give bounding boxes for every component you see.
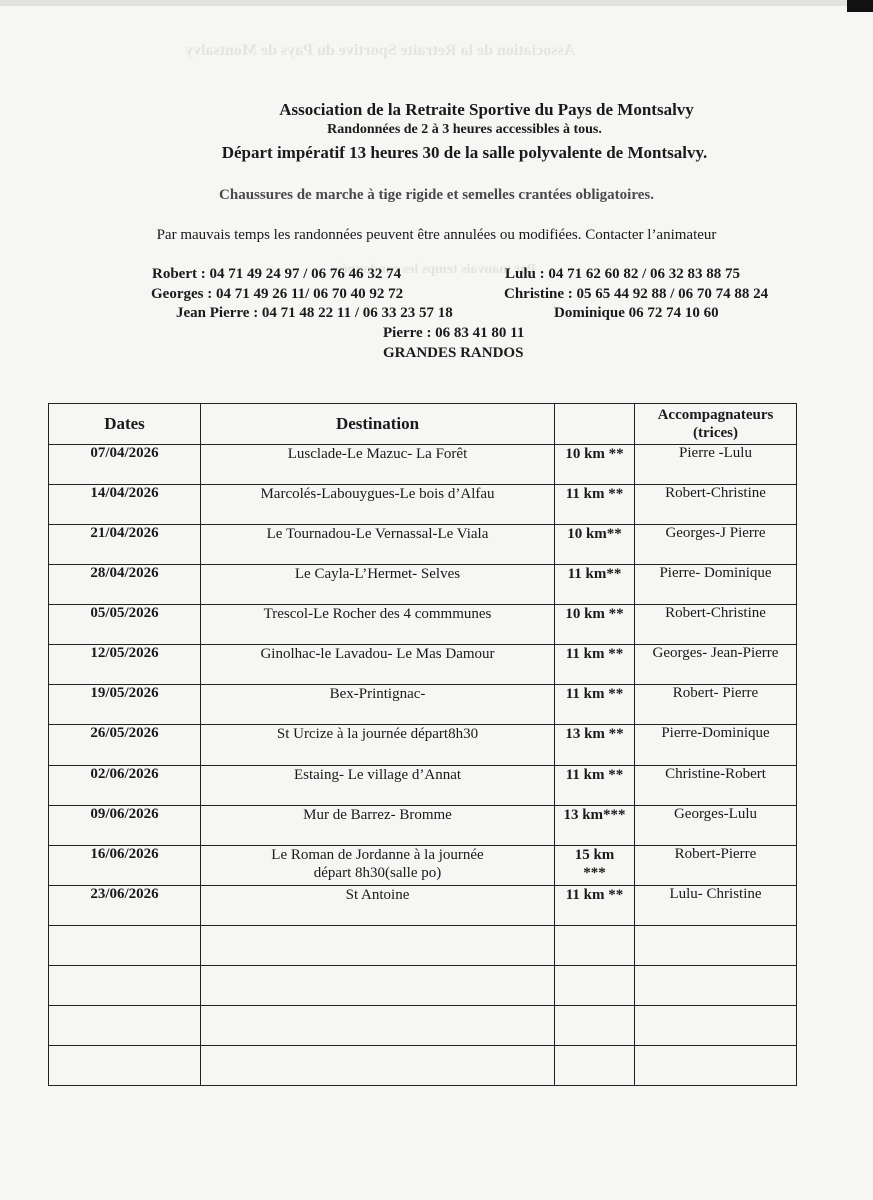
- row-destination: [201, 485, 555, 525]
- row-distance: [555, 645, 635, 685]
- row-distance: [555, 845, 635, 885]
- row-distance-line1: 11 km**: [567, 566, 622, 583]
- row-distance-line1: 11 km **: [565, 766, 624, 783]
- association-title: Association de la Retraite Sportive du Pays de Montsalvy: [279, 100, 694, 119]
- row-distance-line1: 11 km **: [565, 646, 624, 663]
- row-distance: [555, 965, 635, 1005]
- row-distance: [555, 885, 635, 925]
- row-date: 26/05/2026: [49, 725, 201, 765]
- table-row: [49, 965, 797, 1005]
- row-date: 28/04/2026: [49, 565, 201, 605]
- row-destination: [201, 1045, 555, 1085]
- header-guides-line2: (trices): [693, 425, 738, 441]
- table-row: [49, 485, 797, 525]
- row-distance-line2: ***: [583, 864, 606, 881]
- row-destination: [201, 725, 555, 765]
- row-destination-line1: Bex-Printignac-: [329, 686, 426, 703]
- header-guides: [635, 404, 797, 445]
- contact-dominique: Dominique 06 72 74 10 60: [554, 305, 719, 321]
- row-guides: Robert-Christine: [635, 605, 797, 645]
- table-row: [49, 805, 797, 845]
- row-date: 14/04/2026: [49, 485, 201, 525]
- table-row: [49, 725, 797, 765]
- table-row: [49, 845, 797, 885]
- row-destination: [201, 1005, 555, 1045]
- table-row: [49, 565, 797, 605]
- row-destination-line1: Mur de Barrez- Bromme: [303, 806, 452, 823]
- row-guides: Georges-J Pierre: [635, 525, 797, 565]
- header-guides-line1: Accompagnateurs: [657, 407, 774, 423]
- row-destination: [201, 965, 555, 1005]
- table-row: [49, 885, 797, 925]
- table-row: [49, 765, 797, 805]
- table-row: [49, 925, 797, 965]
- row-destination-line1: Marcolés-Labouygues-Le bois d’Alfau: [260, 486, 495, 503]
- row-date: 09/06/2026: [49, 805, 201, 845]
- scan-top-edge: [0, 0, 873, 6]
- row-date: 07/04/2026: [49, 445, 201, 485]
- row-distance-line1: 13 km **: [565, 726, 624, 743]
- table-row: [49, 525, 797, 565]
- row-distance: [555, 565, 635, 605]
- row-date: [49, 1045, 201, 1085]
- bleed-through-line: Par mauvais temps les randonnées: [330, 262, 536, 277]
- row-date: 12/05/2026: [49, 645, 201, 685]
- row-date: [49, 925, 201, 965]
- row-distance: [555, 1005, 635, 1045]
- table-row: [49, 605, 797, 645]
- row-destination: [201, 765, 555, 805]
- row-destination: [201, 845, 555, 885]
- row-distance: [555, 925, 635, 965]
- row-guides: Pierre- Dominique: [635, 565, 797, 605]
- table-row: [49, 445, 797, 485]
- row-guides: Christine-Robert: [635, 765, 797, 805]
- row-destination-line1: Ginolhac-le Lavadou- Le Mas Damour: [260, 646, 495, 663]
- row-guides: Georges-Lulu: [635, 805, 797, 845]
- header-destination: Destination: [201, 404, 555, 445]
- contact-georges: Georges : 04 71 49 26 11/ 06 70 40 92 72: [151, 286, 404, 302]
- row-destination: [201, 645, 555, 685]
- row-distance-line1: 10 km**: [567, 526, 622, 543]
- section-title: GRANDES RANDOS: [383, 345, 524, 361]
- row-destination: [201, 565, 555, 605]
- row-date: 05/05/2026: [49, 605, 201, 645]
- scan-corner-mark: [847, 0, 873, 12]
- row-distance: [555, 805, 635, 845]
- row-guides: [635, 1045, 797, 1085]
- shoes-notice: Chaussures de marche à tige rigide et semelles crantées obligatoires.: [219, 187, 654, 203]
- row-date: 16/06/2026: [49, 845, 201, 885]
- contact-pierre: Pierre : 06 83 41 80 11: [383, 325, 525, 341]
- table-header-row: [49, 404, 797, 445]
- row-destination: [201, 685, 555, 725]
- row-distance-line1: 11 km **: [565, 686, 624, 703]
- row-date: 19/05/2026: [49, 685, 201, 725]
- header-dates: Dates: [49, 404, 201, 445]
- row-guides: Robert- Pierre: [635, 685, 797, 725]
- row-guides: [635, 1005, 797, 1045]
- row-destination: [201, 525, 555, 565]
- row-destination-line1: St Antoine: [345, 886, 410, 903]
- row-date: 02/06/2026: [49, 765, 201, 805]
- row-distance: [555, 605, 635, 645]
- row-guides: Lulu- Christine: [635, 885, 797, 925]
- row-destination-line2: départ 8h30(salle po): [313, 864, 442, 881]
- row-guides: [635, 965, 797, 1005]
- row-destination: [201, 445, 555, 485]
- row-date: [49, 965, 201, 1005]
- row-guides: Pierre -Lulu: [635, 445, 797, 485]
- row-guides: Georges- Jean-Pierre: [635, 645, 797, 685]
- bleed-through-title: Association de la Retraite Sportive du Pays de Montsalvy: [185, 42, 576, 59]
- hikes-table: [48, 403, 797, 1086]
- row-distance: [555, 485, 635, 525]
- row-destination: [201, 805, 555, 845]
- row-destination-line1: Trescol-Le Rocher des 4 commmunes: [263, 606, 492, 623]
- row-destination-line1: St Urcize à la journée départ8h30: [276, 726, 479, 743]
- weather-notice: Par mauvais temps les randonnées peuvent être annulées ou modifiées. Contacter l’animateur: [156, 227, 717, 243]
- contact-robert: Robert : 04 71 49 24 97 / 06 76 46 32 74: [152, 266, 402, 282]
- row-destination-line1: Le Cayla-L’Hermet- Selves: [294, 566, 461, 583]
- table-row: [49, 1005, 797, 1045]
- row-distance: [555, 725, 635, 765]
- row-distance: [555, 525, 635, 565]
- row-distance-line1: 15 km: [574, 846, 615, 863]
- contact-lulu: Lulu : 04 71 62 60 82 / 06 32 83 88 75: [505, 266, 741, 282]
- table-row: [49, 1045, 797, 1085]
- row-date: [49, 1005, 201, 1045]
- row-destination: [201, 925, 555, 965]
- row-distance-line1: 10 km **: [565, 446, 624, 462]
- row-destination-line1: Le Roman de Jordanne à la journée: [271, 846, 484, 863]
- contact-christine: Christine : 05 65 44 92 88 / 06 70 74 88 24: [504, 286, 769, 302]
- subtitle: Randonnées de 2 à 3 heures accessibles à tous.: [327, 122, 602, 137]
- row-destination-line1: Le Tournadou-Le Vernassal-Le Viala: [266, 526, 489, 543]
- row-distance: [555, 1045, 635, 1085]
- contact-jean-pierre: Jean Pierre : 04 71 48 22 11 / 06 33 23 57 18: [176, 305, 453, 321]
- row-guides: [635, 925, 797, 965]
- row-destination-line1: Estaing- Le village d’Annat: [293, 766, 462, 783]
- row-distance: [555, 445, 635, 485]
- row-distance: [555, 685, 635, 725]
- table-row: [49, 645, 797, 685]
- row-distance-line1: 11 km **: [565, 486, 624, 503]
- row-date: 23/06/2026: [49, 885, 201, 925]
- row-guides: Robert-Pierre: [635, 845, 797, 885]
- row-guides: Robert-Christine: [635, 485, 797, 525]
- row-destination: [201, 885, 555, 925]
- row-distance-line1: 13 km***: [563, 806, 626, 823]
- header-distance: [555, 404, 635, 445]
- row-distance-line1: 11 km **: [565, 886, 624, 903]
- row-date: 21/04/2026: [49, 525, 201, 565]
- row-guides: Pierre-Dominique: [635, 725, 797, 765]
- row-destination-line1: Lusclade-Le Mazuc- La Forêt: [287, 446, 468, 462]
- table-row: [49, 685, 797, 725]
- departure-notice: Départ impératif 13 heures 30 de la salle polyvalente de Montsalvy.: [221, 143, 708, 162]
- row-destination: [201, 605, 555, 645]
- row-distance: [555, 765, 635, 805]
- row-distance-line1: 10 km **: [565, 606, 624, 623]
